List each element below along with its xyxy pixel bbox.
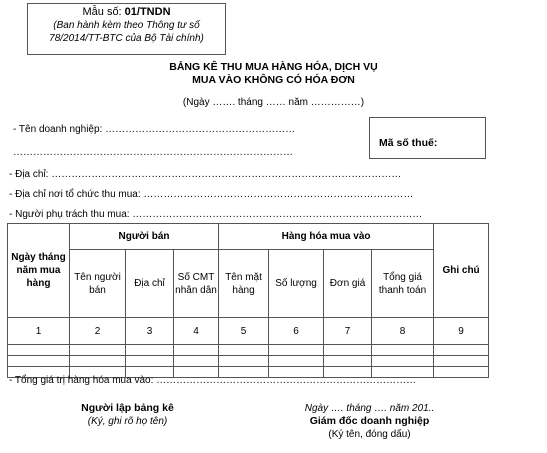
table-cell[interactable] (269, 356, 324, 367)
tax-code-label: Mã số thuế: (379, 137, 438, 149)
header-goods-name: Tên mặt hàng (219, 250, 269, 318)
table-cell[interactable] (174, 356, 219, 367)
form-note-line-2: 78/2014/TT-BTC của Bộ Tài chính) (49, 33, 204, 44)
director-title: Giám đốc doanh nghiệp (309, 415, 430, 427)
header-note: Ghi chú (434, 224, 489, 318)
tax-code-box (369, 117, 486, 159)
column-number-row (8, 318, 489, 345)
table-cell[interactable] (174, 345, 219, 356)
form-code-label: Mẫu số: (82, 6, 125, 18)
table-cell[interactable] (372, 345, 434, 356)
form-code-value: 01/TNDN (124, 6, 171, 18)
column-number: 9 (434, 318, 489, 345)
table-cell[interactable] (269, 345, 324, 356)
column-number: 3 (126, 318, 174, 345)
table-cell[interactable] (324, 345, 372, 356)
column-number: 6 (269, 318, 324, 345)
preparer-note: (Ký, ghi rõ họ tên) (87, 416, 168, 427)
header-seller-group: Người bán (70, 224, 219, 250)
table-cell[interactable] (219, 345, 269, 356)
table-cell[interactable] (70, 356, 126, 367)
form-code-box (27, 3, 226, 55)
signature-date: Ngày …. tháng …. năm 201.. (304, 403, 435, 414)
company-name-continuation: ………………………………………………………………………… (13, 147, 293, 158)
form-note-line-1: (Ban hành kèm theo Thông tư số (53, 20, 200, 31)
preparer-signature-block (60, 402, 195, 428)
form-code (28, 6, 225, 19)
header-purchase-date: Ngày tháng năm mua hàng (8, 224, 70, 318)
purchase-table (7, 223, 489, 378)
table-cell[interactable] (8, 356, 70, 367)
person-in-charge-field: - Người phụ trách thu mua: …………………………………………………………………………… (9, 209, 423, 220)
table-cell[interactable] (434, 367, 489, 378)
table-cell[interactable] (372, 356, 434, 367)
company-name-field: - Tên doanh nghiệp: ………………………………………………… (13, 124, 296, 135)
table-cell[interactable] (324, 356, 372, 367)
header-seller-name: Tên người bán (70, 250, 126, 318)
column-number: 1 (8, 318, 70, 345)
table-cell[interactable] (434, 345, 489, 356)
director-signature-block (282, 402, 457, 441)
preparer-title: Người lập bảng kê (81, 402, 174, 414)
header-seller-id: Số CMT nhân dân (174, 250, 219, 318)
total-value-field: - Tổng giá trị hàng hóa mua vào: …………………………………………………………………… (9, 375, 417, 386)
header-seller-address: Địa chỉ (126, 250, 174, 318)
column-number: 5 (219, 318, 269, 345)
header-unit-price: Đơn giá (324, 250, 372, 318)
address-field: - Địa chỉ: …………………………………………………………………………………………… (9, 169, 402, 180)
document-title-line-2: MUA VÀO KHÔNG CÓ HÓA ĐƠN (192, 74, 355, 86)
table-cell[interactable] (219, 356, 269, 367)
header-goods-group: Hàng hóa mua vào (219, 224, 434, 250)
table-cell[interactable] (70, 345, 126, 356)
table-cell[interactable] (126, 356, 174, 367)
document-title-line-1: BẢNG KÊ THU MUA HÀNG HÓA, DỊCH VỤ (169, 61, 378, 73)
column-number: 8 (372, 318, 434, 345)
header-quantity: Số lượng (269, 250, 324, 318)
table-row (8, 356, 489, 367)
table-cell[interactable] (434, 356, 489, 367)
column-number: 2 (70, 318, 126, 345)
document-date-line: (Ngày ……. tháng …… năm ……………) (182, 97, 365, 108)
purchase-address-field: - Địa chỉ nơi tổ chức thu mua: ……………………………………………………………………… (9, 189, 414, 200)
column-number: 7 (324, 318, 372, 345)
column-number: 4 (174, 318, 219, 345)
table-row (8, 345, 489, 356)
table-cell[interactable] (126, 345, 174, 356)
table-cell[interactable] (8, 345, 70, 356)
director-note: (Ký tên, đóng dấu) (328, 429, 411, 440)
header-total-payment: Tổng giá thanh toán (372, 250, 434, 318)
